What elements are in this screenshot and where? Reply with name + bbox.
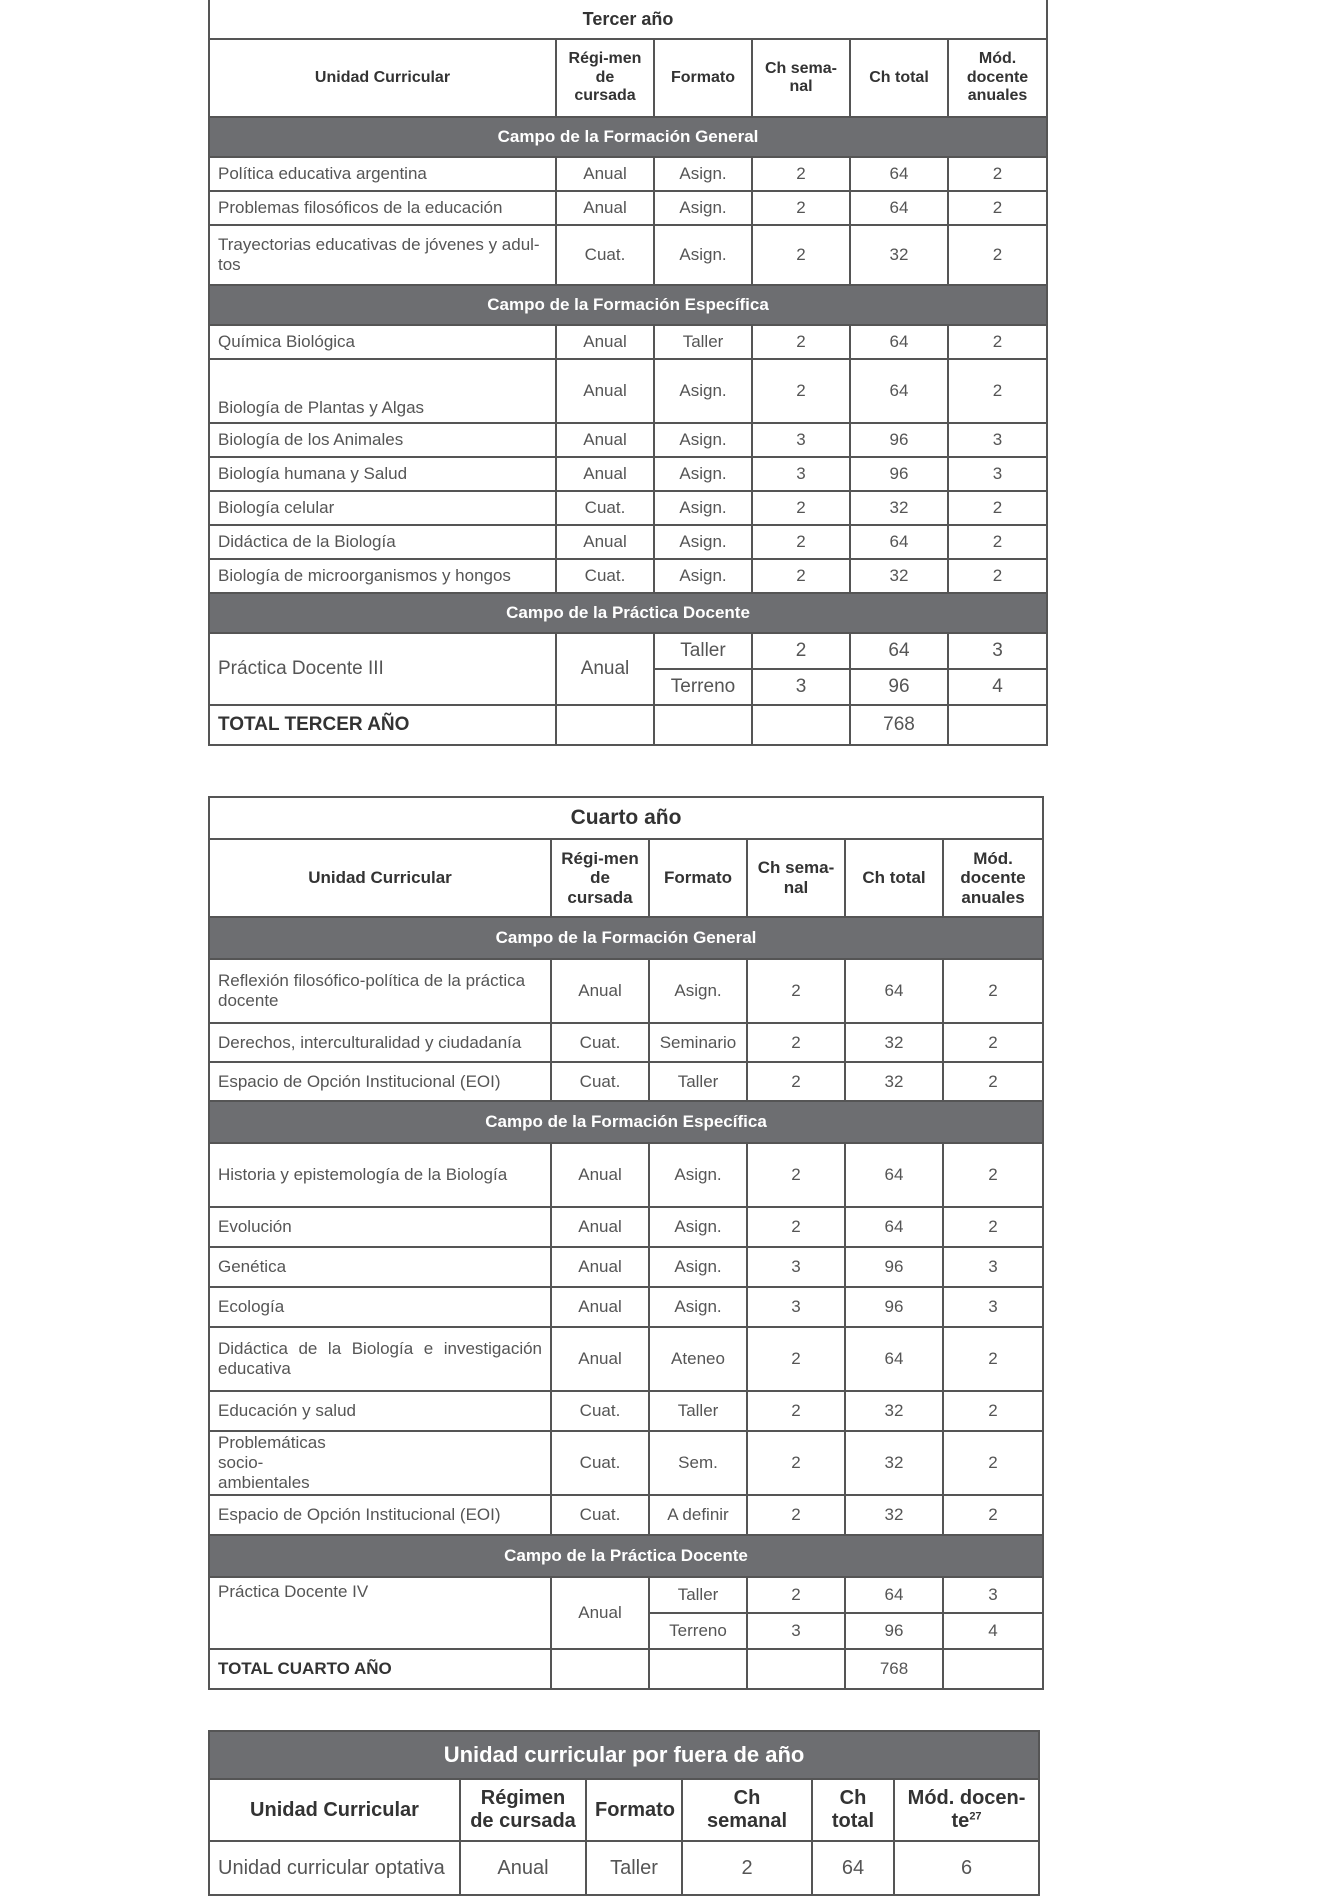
header-formato: Formato bbox=[654, 39, 752, 117]
ch-semanal: 2 bbox=[747, 1577, 845, 1613]
section-formacion-general: Campo de la Formación General bbox=[209, 117, 1047, 157]
formato: Asign. bbox=[654, 559, 752, 593]
unidad-name: Trayectorias educativas de jóvenes y adul-tos bbox=[209, 225, 556, 285]
mod-docente: 4 bbox=[943, 1613, 1043, 1649]
formato: Asign. bbox=[649, 1143, 747, 1207]
unidad-name: Química Biológica bbox=[209, 325, 556, 359]
mod-docente: 2 bbox=[943, 1327, 1043, 1391]
mod-docente: 2 bbox=[943, 1143, 1043, 1207]
formato: Taller bbox=[649, 1062, 747, 1101]
regimen: Cuat. bbox=[556, 559, 654, 593]
section-practica-docente: Campo de la Práctica Docente bbox=[209, 593, 1047, 633]
formato: Asign. bbox=[654, 157, 752, 191]
unidad-name: Problemas filosóficos de la educación bbox=[209, 191, 556, 225]
ch-semanal: 2 bbox=[752, 325, 850, 359]
mod-docente: 3 bbox=[948, 457, 1047, 491]
unidad-name: Reflexión filosófico-política de la práctica docente bbox=[209, 959, 551, 1023]
formato: Seminario bbox=[649, 1023, 747, 1062]
formato: Taller bbox=[649, 1391, 747, 1431]
regimen: Anual bbox=[556, 325, 654, 359]
table-row bbox=[209, 1023, 1043, 1062]
total-ch: 768 bbox=[850, 705, 948, 745]
ch-total: 32 bbox=[845, 1495, 943, 1535]
empty-cell bbox=[747, 1649, 845, 1689]
mod-docente: 2 bbox=[948, 191, 1047, 225]
header-regimen: Régimen de cursada bbox=[460, 1779, 586, 1841]
total-label: TOTAL TERCER AÑO bbox=[209, 705, 556, 745]
unidad-name: Biología humana y Salud bbox=[209, 457, 556, 491]
unidad-name-text: Problemáticas socio-ambientales bbox=[218, 1433, 326, 1492]
mod-docente: 2 bbox=[948, 225, 1047, 285]
unidad-name: Historia y epistemología de la Biología bbox=[209, 1143, 551, 1207]
regimen: Anual bbox=[556, 423, 654, 457]
ch-semanal: 2 bbox=[747, 1495, 845, 1535]
mod-docente: 3 bbox=[943, 1247, 1043, 1287]
regimen: Anual bbox=[556, 633, 654, 705]
table-row bbox=[209, 1577, 1043, 1613]
table-row bbox=[209, 1495, 1043, 1535]
ch-semanal: 2 bbox=[747, 1143, 845, 1207]
ch-total: 64 bbox=[845, 1327, 943, 1391]
mod-docente: 4 bbox=[948, 669, 1047, 705]
ch-semanal: 2 bbox=[747, 1391, 845, 1431]
mod-docente: 2 bbox=[948, 491, 1047, 525]
ch-semanal: 3 bbox=[752, 457, 850, 491]
table-row bbox=[209, 959, 1043, 1023]
ch-total: 96 bbox=[850, 669, 948, 705]
table-row bbox=[209, 225, 1047, 285]
unidad-name: Evolución bbox=[209, 1207, 551, 1247]
regimen: Anual bbox=[556, 457, 654, 491]
ch-total: 32 bbox=[845, 1431, 943, 1495]
total-ch: 768 bbox=[845, 1649, 943, 1689]
table-row bbox=[209, 525, 1047, 559]
ch-semanal: 2 bbox=[752, 525, 850, 559]
unidad-name: Espacio de Opción Institucional (EOI) bbox=[209, 1495, 551, 1535]
mod-docente: 2 bbox=[943, 1495, 1043, 1535]
empty-cell bbox=[752, 705, 850, 745]
formato: Taller bbox=[586, 1841, 682, 1895]
regimen: Anual bbox=[551, 1327, 649, 1391]
cuarto-ano-table bbox=[208, 796, 1044, 1690]
header-regimen: Régi-men de cursada bbox=[556, 39, 654, 117]
total-label: TOTAL CUARTO AÑO bbox=[209, 1649, 551, 1689]
ch-semanal: 2 bbox=[752, 191, 850, 225]
table-row bbox=[209, 1062, 1043, 1101]
mod-docente: 3 bbox=[948, 423, 1047, 457]
unidad-name: Derechos, interculturalidad y ciudadanía bbox=[209, 1023, 551, 1062]
header-ch-semanal: Ch semanal bbox=[682, 1779, 812, 1841]
ch-total: 64 bbox=[845, 1577, 943, 1613]
formato: Terreno bbox=[649, 1613, 747, 1649]
header-row bbox=[209, 839, 1043, 917]
ch-semanal: 2 bbox=[752, 559, 850, 593]
ch-total: 64 bbox=[812, 1841, 894, 1895]
formato: Asign. bbox=[654, 359, 752, 423]
header-unidad: Unidad Curricular bbox=[209, 39, 556, 117]
ch-total: 32 bbox=[850, 491, 948, 525]
fuera-de-ano-table bbox=[208, 1730, 1040, 1896]
formato: Asign. bbox=[654, 191, 752, 225]
mod-docente: 3 bbox=[948, 633, 1047, 669]
regimen: Anual bbox=[551, 1143, 649, 1207]
header-mod-text: Mód. docen-te bbox=[907, 1787, 1026, 1832]
unidad-name: Unidad curricular optativa bbox=[209, 1841, 460, 1895]
unidad-name: Biología de microorganismos y hongos bbox=[209, 559, 556, 593]
formato: Asign. bbox=[654, 225, 752, 285]
header-ch-semanal: Ch sema-nal bbox=[752, 39, 850, 117]
ch-total: 64 bbox=[850, 325, 948, 359]
table-row bbox=[209, 1431, 1043, 1495]
ch-semanal: 2 bbox=[752, 359, 850, 423]
formato: Asign. bbox=[654, 491, 752, 525]
regimen: Cuat. bbox=[556, 491, 654, 525]
empty-cell bbox=[551, 1649, 649, 1689]
header-formato: Formato bbox=[649, 839, 747, 917]
formato: Asign. bbox=[649, 1207, 747, 1247]
unidad-name: Educación y salud bbox=[209, 1391, 551, 1431]
ch-total: 96 bbox=[845, 1247, 943, 1287]
table-row bbox=[209, 1247, 1043, 1287]
table-row bbox=[209, 325, 1047, 359]
mod-docente: 6 bbox=[894, 1841, 1039, 1895]
regimen: Anual bbox=[556, 525, 654, 559]
unidad-name: Biología celular bbox=[209, 491, 556, 525]
formato: Taller bbox=[649, 1577, 747, 1613]
table-row bbox=[209, 1207, 1043, 1247]
table-row bbox=[209, 1287, 1043, 1327]
mod-docente: 2 bbox=[948, 559, 1047, 593]
unidad-name: Biología de los Animales bbox=[209, 423, 556, 457]
header-mod-docente: Mód. docente anuales bbox=[948, 39, 1047, 117]
mod-docente: 3 bbox=[943, 1577, 1043, 1613]
ch-semanal: 2 bbox=[752, 491, 850, 525]
ch-total: 64 bbox=[850, 359, 948, 423]
table-row bbox=[209, 559, 1047, 593]
formato: Sem. bbox=[649, 1431, 747, 1495]
ch-total: 96 bbox=[845, 1613, 943, 1649]
section-formacion-especifica: Campo de la Formación Específica bbox=[209, 285, 1047, 325]
ch-semanal: 2 bbox=[682, 1841, 812, 1895]
mod-docente: 2 bbox=[943, 959, 1043, 1023]
table-row bbox=[209, 491, 1047, 525]
ch-total: 64 bbox=[850, 633, 948, 669]
unidad-name: Práctica Docente III bbox=[209, 633, 556, 705]
ch-total: 64 bbox=[850, 157, 948, 191]
empty-cell bbox=[649, 1649, 747, 1689]
mod-docente: 2 bbox=[943, 1207, 1043, 1247]
regimen: Anual bbox=[460, 1841, 586, 1895]
header-mod-docente: Mód. docente anuales bbox=[943, 839, 1043, 917]
section-practica-docente: Campo de la Práctica Docente bbox=[209, 1535, 1043, 1577]
table-row bbox=[209, 191, 1047, 225]
tercer-ano-table bbox=[208, 0, 1048, 746]
mod-docente: 2 bbox=[943, 1391, 1043, 1431]
regimen: Anual bbox=[551, 1577, 649, 1649]
formato: Asign. bbox=[654, 457, 752, 491]
ch-total: 32 bbox=[845, 1023, 943, 1062]
unidad-name: Didáctica de la Biología e investigación educativa bbox=[209, 1327, 551, 1391]
table-row bbox=[209, 457, 1047, 491]
formato: A definir bbox=[649, 1495, 747, 1535]
ch-semanal: 3 bbox=[747, 1287, 845, 1327]
formato: Terreno bbox=[654, 669, 752, 705]
header-row bbox=[209, 1779, 1039, 1841]
unidad-name: Ecología bbox=[209, 1287, 551, 1327]
ch-total: 64 bbox=[845, 1207, 943, 1247]
empty-cell bbox=[654, 705, 752, 745]
mod-docente: 2 bbox=[943, 1062, 1043, 1101]
ch-total: 32 bbox=[845, 1062, 943, 1101]
header-ch-semanal: Ch sema-nal bbox=[747, 839, 845, 917]
regimen: Anual bbox=[551, 1247, 649, 1287]
header-row bbox=[209, 39, 1047, 117]
header-unidad: Unidad Curricular bbox=[209, 839, 551, 917]
ch-semanal: 2 bbox=[747, 1431, 845, 1495]
table-row bbox=[209, 359, 1047, 423]
mod-docente: 2 bbox=[943, 1023, 1043, 1062]
ch-semanal: 2 bbox=[752, 633, 850, 669]
ch-total: 64 bbox=[845, 1143, 943, 1207]
empty-cell bbox=[943, 1649, 1043, 1689]
regimen: Cuat. bbox=[551, 1062, 649, 1101]
table-row bbox=[209, 1327, 1043, 1391]
unidad-name: Política educativa argentina bbox=[209, 157, 556, 191]
header-ch-total: Ch total bbox=[845, 839, 943, 917]
ch-total: 64 bbox=[850, 191, 948, 225]
ch-semanal: 2 bbox=[747, 1207, 845, 1247]
regimen: Anual bbox=[556, 157, 654, 191]
ch-total: 64 bbox=[850, 525, 948, 559]
ch-semanal: 2 bbox=[752, 225, 850, 285]
regimen: Cuat. bbox=[551, 1431, 649, 1495]
table-row bbox=[209, 423, 1047, 457]
formato: Taller bbox=[654, 325, 752, 359]
ch-total: 32 bbox=[850, 225, 948, 285]
ch-semanal: 2 bbox=[752, 157, 850, 191]
header-ch-total: Ch total bbox=[850, 39, 948, 117]
unidad-name bbox=[209, 1431, 551, 1495]
ch-total: 96 bbox=[850, 457, 948, 491]
unidad-name: Didáctica de la Biología bbox=[209, 525, 556, 559]
ch-semanal: 2 bbox=[747, 959, 845, 1023]
empty-cell bbox=[556, 705, 654, 745]
ch-semanal: 3 bbox=[747, 1247, 845, 1287]
regimen: Cuat. bbox=[551, 1495, 649, 1535]
unidad-name: Genética bbox=[209, 1247, 551, 1287]
regimen: Anual bbox=[551, 959, 649, 1023]
total-row bbox=[209, 705, 1047, 745]
section-formacion-general: Campo de la Formación General bbox=[209, 917, 1043, 959]
ch-semanal: 3 bbox=[747, 1613, 845, 1649]
table-row bbox=[209, 1841, 1039, 1895]
table-row bbox=[209, 1391, 1043, 1431]
table-row bbox=[209, 633, 1047, 669]
ch-semanal: 2 bbox=[747, 1327, 845, 1391]
ch-semanal: 2 bbox=[747, 1062, 845, 1101]
regimen: Cuat. bbox=[551, 1023, 649, 1062]
regimen: Anual bbox=[551, 1287, 649, 1327]
formato: Taller bbox=[654, 633, 752, 669]
regimen: Anual bbox=[551, 1207, 649, 1247]
footnote-ref: 27 bbox=[969, 1810, 982, 1823]
ch-total: 96 bbox=[845, 1287, 943, 1327]
mod-docente: 2 bbox=[943, 1431, 1043, 1495]
formato: Asign. bbox=[649, 1287, 747, 1327]
ch-semanal: 3 bbox=[752, 423, 850, 457]
regimen: Anual bbox=[556, 191, 654, 225]
table-title: Tercer año bbox=[209, 0, 1047, 39]
regimen: Cuat. bbox=[551, 1391, 649, 1431]
formato: Asign. bbox=[654, 525, 752, 559]
formato: Asign. bbox=[649, 959, 747, 1023]
section-formacion-especifica: Campo de la Formación Específica bbox=[209, 1101, 1043, 1143]
formato: Asign. bbox=[654, 423, 752, 457]
header-regimen: Régi-men de cursada bbox=[551, 839, 649, 917]
empty-cell bbox=[948, 705, 1047, 745]
ch-semanal: 3 bbox=[752, 669, 850, 705]
table-row bbox=[209, 1143, 1043, 1207]
header-unidad: Unidad Curricular bbox=[209, 1779, 460, 1841]
table-title: Cuarto año bbox=[209, 797, 1043, 839]
table-row bbox=[209, 157, 1047, 191]
mod-docente: 2 bbox=[948, 325, 1047, 359]
mod-docente: 3 bbox=[943, 1287, 1043, 1327]
ch-total: 32 bbox=[850, 559, 948, 593]
ch-total: 96 bbox=[850, 423, 948, 457]
total-row bbox=[209, 1649, 1043, 1689]
header-ch-total: Ch total bbox=[812, 1779, 894, 1841]
ch-total: 32 bbox=[845, 1391, 943, 1431]
ch-total: 64 bbox=[845, 959, 943, 1023]
table-title: Unidad curricular por fuera de año bbox=[209, 1731, 1039, 1779]
header-mod-docente bbox=[894, 1779, 1039, 1841]
regimen: Cuat. bbox=[556, 225, 654, 285]
unidad-name: Biología de Plantas y Algas bbox=[209, 359, 556, 423]
unidad-name: Espacio de Opción Institucional (EOI) bbox=[209, 1062, 551, 1101]
unidad-name: Práctica Docente IV bbox=[209, 1577, 551, 1649]
ch-semanal: 2 bbox=[747, 1023, 845, 1062]
mod-docente: 2 bbox=[948, 157, 1047, 191]
mod-docente: 2 bbox=[948, 359, 1047, 423]
formato: Asign. bbox=[649, 1247, 747, 1287]
regimen: Anual bbox=[556, 359, 654, 423]
formato: Ateneo bbox=[649, 1327, 747, 1391]
mod-docente: 2 bbox=[948, 525, 1047, 559]
header-formato: Formato bbox=[586, 1779, 682, 1841]
